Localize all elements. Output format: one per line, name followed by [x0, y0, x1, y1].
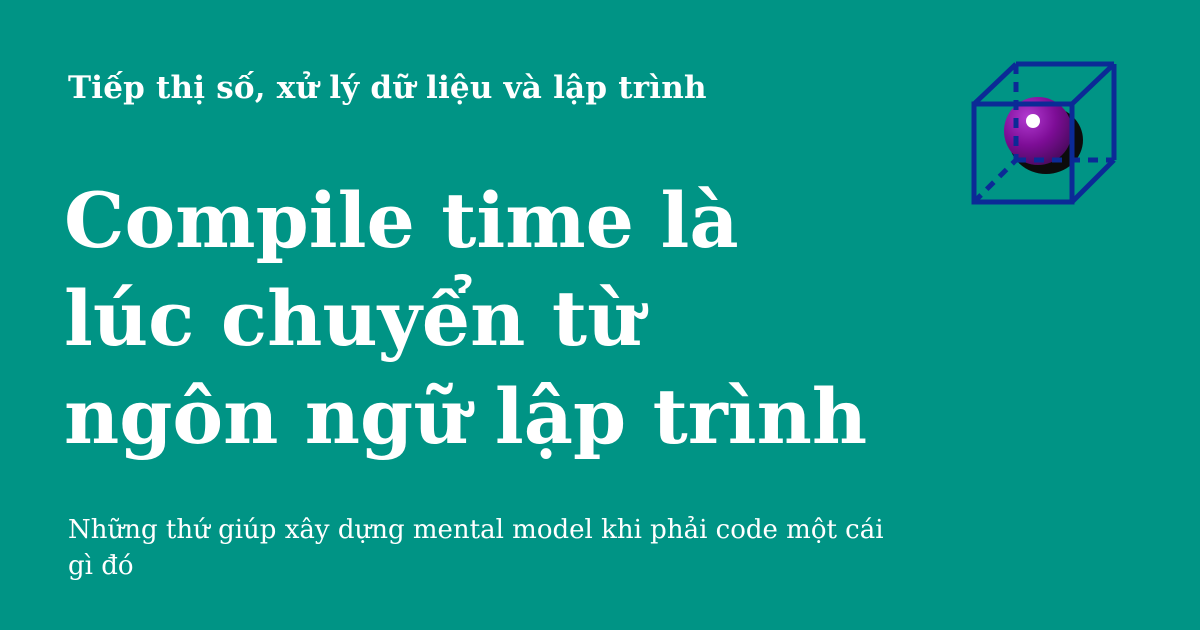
title-line: Compile time là [64, 176, 739, 265]
title-line: ngôn ngữ lập trình [64, 372, 868, 461]
title-line: lúc chuyển từ [64, 274, 643, 363]
article-title [64, 172, 964, 466]
article-subtitle: Những thứ giúp xây dựng mental model khi phải code một cái gì đó [68, 515, 884, 581]
sphere-highlight [1026, 114, 1040, 128]
cube-edge-top-right [1072, 64, 1114, 104]
cube-edge-bottom-left [974, 160, 1016, 202]
cube-edge-bottom-right [1072, 160, 1114, 202]
site-tagline: Tiếp thị số, xử lý dữ liệu và lập trình [68, 70, 707, 106]
cube-edge-top-left [974, 64, 1016, 104]
cube-with-sphere-icon [966, 56, 1122, 208]
